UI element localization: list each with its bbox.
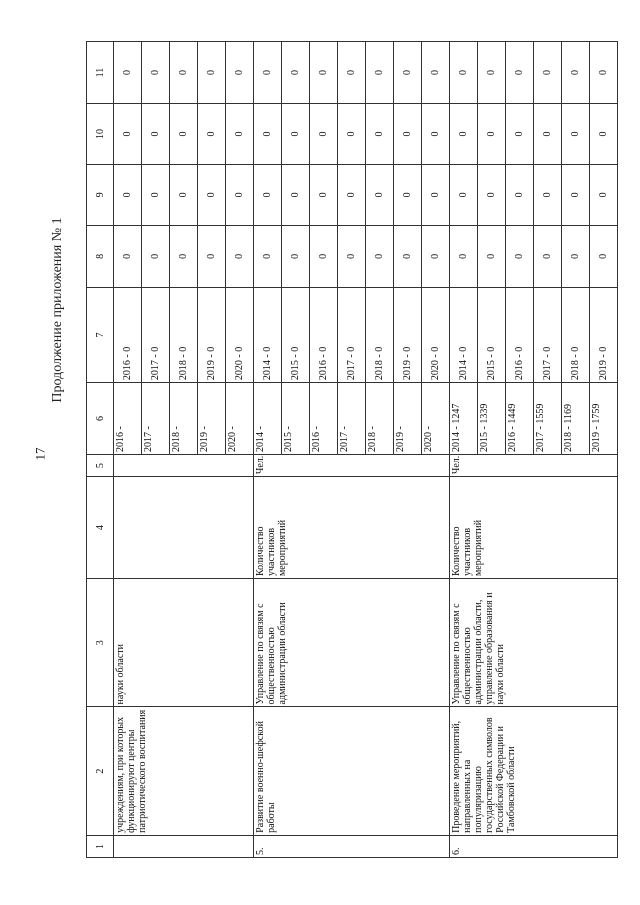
value-cell: 0 bbox=[478, 42, 506, 104]
year-value: 2015 - 1339 bbox=[478, 383, 506, 455]
value-cell: 0 bbox=[198, 225, 226, 287]
year-value: 2016 - bbox=[114, 383, 142, 455]
page-number: 17 bbox=[32, 447, 47, 461]
value-cell: 0 bbox=[506, 42, 534, 104]
value-cell: 0 bbox=[142, 225, 170, 287]
value-cell: 0 bbox=[394, 42, 422, 104]
table-header-row bbox=[87, 42, 114, 858]
year-value: 2018 - bbox=[366, 383, 394, 455]
value-cell: 0 bbox=[422, 42, 450, 104]
column-header: 6 bbox=[87, 383, 114, 455]
column-header: 1 bbox=[87, 835, 114, 857]
row-number: 6. bbox=[450, 835, 618, 857]
value-cell: 0 bbox=[590, 42, 618, 104]
indicator-name bbox=[114, 477, 254, 579]
value-cell: 0 bbox=[338, 42, 366, 104]
value-cell: 0 bbox=[254, 225, 282, 287]
appendix-table bbox=[86, 41, 618, 858]
value-cell: 0 bbox=[254, 42, 282, 104]
year-value: 2018 - 1169 bbox=[562, 383, 590, 455]
year-value-result: 2018 - 0 bbox=[562, 287, 590, 382]
value-cell: 0 bbox=[170, 164, 198, 225]
value-cell: 0 bbox=[590, 164, 618, 225]
column-header: 10 bbox=[87, 104, 114, 165]
year-value: 2020 - bbox=[226, 383, 254, 455]
value-cell: 0 bbox=[310, 164, 338, 225]
value-cell: 0 bbox=[534, 225, 562, 287]
year-value-result: 2017 - 0 bbox=[142, 287, 170, 382]
value-cell: 0 bbox=[422, 164, 450, 225]
value-cell: 0 bbox=[366, 104, 394, 165]
table-row bbox=[450, 42, 478, 858]
value-cell: 0 bbox=[226, 164, 254, 225]
value-cell: 0 bbox=[338, 164, 366, 225]
executor: Управление по связям с общественностью администрации области, управление образования и науки области bbox=[450, 579, 618, 707]
value-cell: 0 bbox=[114, 164, 142, 225]
value-cell: 0 bbox=[310, 104, 338, 165]
year-value-result: 2018 - 0 bbox=[366, 287, 394, 382]
column-header: 8 bbox=[87, 225, 114, 287]
year-value: 2020 - bbox=[422, 383, 450, 455]
activity-name: Проведение мероприятий, направленных на популяризацию государственных символов Российской Федерации и Тамбовской области bbox=[450, 707, 618, 835]
unit: Чел. bbox=[254, 455, 450, 477]
value-cell: 0 bbox=[198, 42, 226, 104]
year-value: 2014 - bbox=[254, 383, 282, 455]
value-cell: 0 bbox=[534, 104, 562, 165]
column-header: 7 bbox=[87, 287, 114, 382]
year-value-result: 2019 - 0 bbox=[590, 287, 618, 382]
value-cell: 0 bbox=[394, 164, 422, 225]
year-value-result: 2016 - 0 bbox=[310, 287, 338, 382]
continued-label: Продолжение приложения № 1 bbox=[50, 217, 65, 403]
indicator-name: Количество участников мероприятий bbox=[254, 477, 450, 579]
column-header: 5 bbox=[87, 455, 114, 477]
value-cell: 0 bbox=[226, 104, 254, 165]
value-cell: 0 bbox=[450, 104, 478, 165]
table-row bbox=[254, 42, 282, 858]
value-cell: 0 bbox=[562, 42, 590, 104]
value-cell: 0 bbox=[366, 164, 394, 225]
year-value-result: 2019 - 0 bbox=[198, 287, 226, 382]
value-cell: 0 bbox=[422, 104, 450, 165]
year-value-result: 2015 - 0 bbox=[282, 287, 310, 382]
year-value: 2016 - 1449 bbox=[506, 383, 534, 455]
year-value-result: 2020 - 0 bbox=[422, 287, 450, 382]
year-value-result: 2018 - 0 bbox=[170, 287, 198, 382]
value-cell: 0 bbox=[534, 42, 562, 104]
activity-name: учреждениям, при которых функционируют центры патриотического воспитания bbox=[114, 707, 254, 835]
value-cell: 0 bbox=[170, 42, 198, 104]
table-rotation-frame bbox=[86, 41, 609, 858]
year-value: 2019 - 1759 bbox=[590, 383, 618, 455]
value-cell: 0 bbox=[562, 164, 590, 225]
year-value: 2018 - bbox=[170, 383, 198, 455]
year-value-result: 2014 - 0 bbox=[254, 287, 282, 382]
value-cell: 0 bbox=[310, 225, 338, 287]
year-value: 2017 - 1559 bbox=[534, 383, 562, 455]
column-header: 9 bbox=[87, 164, 114, 225]
value-cell: 0 bbox=[114, 225, 142, 287]
year-value-result: 2019 - 0 bbox=[394, 287, 422, 382]
row-number: 5. bbox=[254, 835, 450, 857]
year-value: 2015 - bbox=[282, 383, 310, 455]
column-header: 2 bbox=[87, 707, 114, 835]
column-header: 4 bbox=[87, 477, 114, 579]
value-cell: 0 bbox=[590, 104, 618, 165]
value-cell: 0 bbox=[226, 42, 254, 104]
value-cell: 0 bbox=[562, 104, 590, 165]
value-cell: 0 bbox=[338, 225, 366, 287]
value-cell: 0 bbox=[422, 225, 450, 287]
value-cell: 0 bbox=[506, 225, 534, 287]
unit: Чел. bbox=[450, 455, 618, 477]
table-row bbox=[114, 42, 142, 858]
year-value-result: 2017 - 0 bbox=[338, 287, 366, 382]
value-cell: 0 bbox=[142, 42, 170, 104]
value-cell: 0 bbox=[450, 42, 478, 104]
value-cell: 0 bbox=[478, 104, 506, 165]
value-cell: 0 bbox=[562, 225, 590, 287]
year-value: 2019 - bbox=[198, 383, 226, 455]
value-cell: 0 bbox=[170, 225, 198, 287]
column-header: 11 bbox=[87, 42, 114, 104]
unit bbox=[114, 455, 254, 477]
value-cell: 0 bbox=[366, 225, 394, 287]
value-cell: 0 bbox=[114, 104, 142, 165]
value-cell: 0 bbox=[198, 164, 226, 225]
value-cell: 0 bbox=[478, 164, 506, 225]
indicator-name: Количество участников мероприятий bbox=[450, 477, 618, 579]
value-cell: 0 bbox=[198, 104, 226, 165]
value-cell: 0 bbox=[506, 164, 534, 225]
value-cell: 0 bbox=[170, 104, 198, 165]
value-cell: 0 bbox=[366, 42, 394, 104]
value-cell: 0 bbox=[254, 164, 282, 225]
year-value-result: 2017 - 0 bbox=[534, 287, 562, 382]
activity-name: Развитие военно-шефской работы bbox=[254, 707, 450, 835]
value-cell: 0 bbox=[310, 42, 338, 104]
year-value-result: 2020 - 0 bbox=[226, 287, 254, 382]
value-cell: 0 bbox=[394, 104, 422, 165]
year-value: 2019 - bbox=[394, 383, 422, 455]
year-value-result: 2015 - 0 bbox=[478, 287, 506, 382]
value-cell: 0 bbox=[226, 225, 254, 287]
year-value-result: 2016 - 0 bbox=[114, 287, 142, 382]
year-value: 2017 - bbox=[142, 383, 170, 455]
value-cell: 0 bbox=[254, 104, 282, 165]
value-cell: 0 bbox=[282, 164, 310, 225]
year-value-result: 2014 - 0 bbox=[450, 287, 478, 382]
value-cell: 0 bbox=[142, 164, 170, 225]
row-number bbox=[114, 835, 254, 857]
value-cell: 0 bbox=[114, 42, 142, 104]
value-cell: 0 bbox=[338, 104, 366, 165]
value-cell: 0 bbox=[142, 104, 170, 165]
executor: науки области bbox=[114, 579, 254, 707]
value-cell: 0 bbox=[590, 225, 618, 287]
value-cell: 0 bbox=[394, 225, 422, 287]
year-value: 2016 - bbox=[310, 383, 338, 455]
value-cell: 0 bbox=[282, 225, 310, 287]
value-cell: 0 bbox=[282, 104, 310, 165]
executor: Управление по связям с общественностью администрации области bbox=[254, 579, 450, 707]
value-cell: 0 bbox=[282, 42, 310, 104]
year-value-result: 2016 - 0 bbox=[506, 287, 534, 382]
value-cell: 0 bbox=[478, 225, 506, 287]
column-header: 3 bbox=[87, 579, 114, 707]
year-value: 2014 - 1247 bbox=[450, 383, 478, 455]
value-cell: 0 bbox=[534, 164, 562, 225]
value-cell: 0 bbox=[450, 164, 478, 225]
value-cell: 0 bbox=[450, 225, 478, 287]
year-value: 2017 - bbox=[338, 383, 366, 455]
value-cell: 0 bbox=[506, 104, 534, 165]
